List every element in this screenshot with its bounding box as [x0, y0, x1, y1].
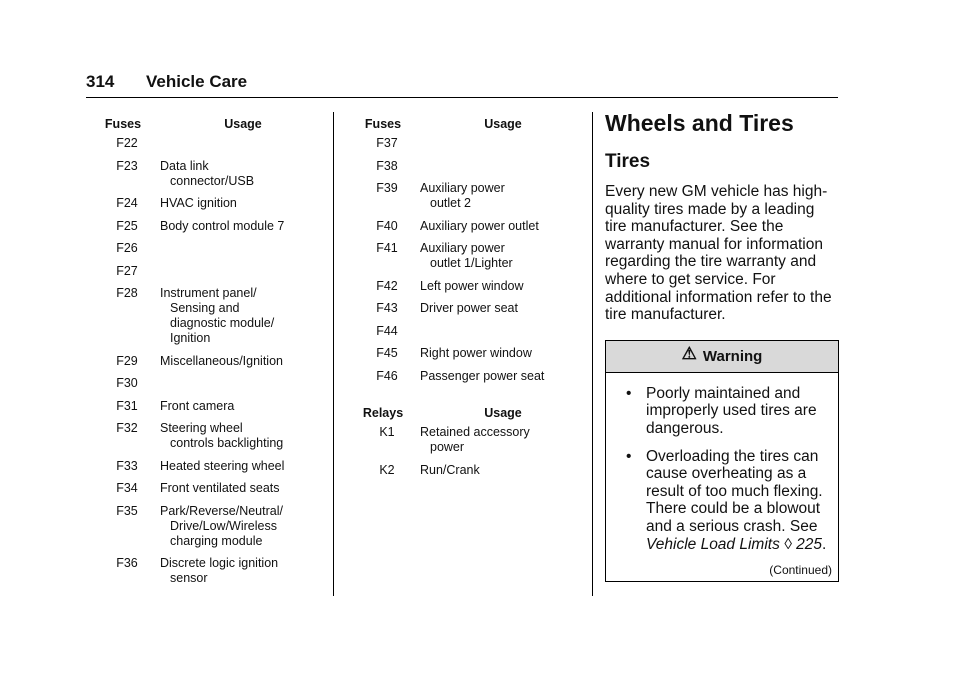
- fuse-code: F45: [376, 346, 398, 360]
- table-row: [346, 159, 586, 174]
- table-row: [346, 181, 586, 211]
- fuse-usage: Sensing and: [170, 301, 240, 315]
- fuse-usage: Instrument panel/: [160, 286, 257, 300]
- intro-paragraph: Every new GM vehicle has high-quality tires made by a leading tire manufacturer. See the warranty manual for information regarding the tire warranty and where to get service. For additional information refer to the tire manufacturer.: [605, 183, 832, 324]
- bullet-icon: •: [626, 384, 632, 402]
- table-row: [346, 136, 586, 151]
- col-fuses: Fuses: [364, 117, 402, 131]
- fuse-code: F33: [116, 458, 138, 473]
- table-row: [346, 219, 586, 234]
- relay-usage: Run/Crank: [420, 462, 480, 477]
- fuse-code: F38: [376, 158, 398, 173]
- table-row: [346, 463, 586, 478]
- fuse-table-2: [346, 112, 586, 485]
- fuse-code: F22: [116, 136, 138, 150]
- table-row: [86, 264, 326, 279]
- fuse-usage: controls backlighting: [170, 436, 284, 450]
- table-row: [86, 556, 326, 586]
- fuse-code: F31: [116, 398, 138, 413]
- fuse-usage: outlet 2: [430, 196, 472, 210]
- column-divider: [333, 112, 334, 596]
- fuse-usage: charging module: [170, 533, 263, 548]
- fuse-code: F32: [116, 421, 138, 435]
- table-row: [86, 481, 326, 496]
- section-title: Wheels and Tires: [605, 110, 794, 136]
- warning-icon: ⚠: [681, 344, 697, 364]
- table-row: [86, 136, 326, 151]
- table-header: [346, 117, 586, 132]
- fuse-code: F26: [116, 241, 138, 255]
- warning-item-text: Poorly maintained and improperly used tires are dangerous.: [646, 384, 817, 437]
- relay-usage: Retained accessory: [420, 425, 530, 439]
- fuse-usage: sensor: [170, 571, 208, 585]
- table-row: [86, 399, 326, 414]
- col-usage: Usage: [484, 117, 522, 131]
- fuse-code: F25: [116, 218, 138, 233]
- fuse-usage: Steering wheel: [160, 421, 243, 435]
- col-usage: Usage: [484, 406, 522, 420]
- table-row: [346, 346, 586, 361]
- relay-code: K1: [379, 425, 395, 439]
- warning-header: [606, 341, 838, 373]
- col-usage: Usage: [224, 117, 262, 131]
- table-row: [346, 279, 586, 294]
- relay-code: K2: [379, 462, 395, 477]
- fuse-table-1: [86, 112, 326, 594]
- page-ref-icon: ◊: [784, 535, 792, 553]
- fuse-code: F29: [116, 353, 138, 368]
- fuse-usage: Miscellaneous/Ignition: [160, 353, 283, 368]
- page-header: [86, 72, 247, 92]
- fuse-code: F39: [376, 181, 398, 195]
- fuse-usage: Auxiliary power: [420, 241, 505, 255]
- fuse-code: F34: [116, 481, 138, 495]
- fuse-code: F37: [376, 136, 398, 150]
- section-heading: Vehicle Care: [146, 72, 248, 91]
- table-header: [86, 117, 326, 132]
- fuse-usage: outlet 1/Lighter: [430, 256, 513, 270]
- header-divider: [86, 97, 838, 98]
- bullet-icon: •: [626, 447, 632, 465]
- table-row: [86, 504, 326, 549]
- wheels-tires-section: [605, 110, 838, 582]
- fuse-code: F28: [116, 286, 138, 300]
- subsection-title: Tires: [605, 151, 651, 172]
- vehicle-load-limits-link[interactable]: Vehicle Load Limits: [646, 535, 780, 553]
- fuse-usage: Right power window: [420, 346, 532, 360]
- col-fuses: Fuses: [104, 117, 142, 131]
- fuse-usage: Passenger power seat: [420, 368, 545, 383]
- fuse-code: F43: [376, 301, 398, 315]
- fuse-code: F40: [376, 218, 398, 233]
- fuse-code: F42: [376, 278, 398, 293]
- table-row: [86, 459, 326, 474]
- fuse-usage: connector/USB: [170, 173, 255, 188]
- fuse-usage: Auxiliary power: [420, 181, 505, 195]
- table-row: [86, 196, 326, 211]
- fuse-code: F24: [116, 196, 138, 210]
- table-row: [346, 425, 586, 455]
- warning-body: [606, 373, 838, 567]
- fuse-usage: HVAC ignition: [160, 196, 237, 210]
- fuse-code: F46: [376, 368, 398, 383]
- fuse-usage: Ignition: [170, 331, 211, 345]
- fuse-usage: Discrete logic ignition: [160, 556, 279, 570]
- warning-box: [605, 340, 839, 582]
- fuse-usage: Data link: [160, 158, 209, 173]
- table-row: [346, 301, 586, 316]
- table-row: [86, 376, 326, 391]
- fuse-code: F41: [376, 241, 398, 255]
- fuse-usage: Front camera: [160, 398, 235, 413]
- warning-item-text: Overloading the tires can cause overheating as a result of too much flexing. There could be a blowout and a serious crash. See: [646, 447, 823, 535]
- fuse-usage: Auxiliary power outlet: [420, 218, 539, 233]
- fuse-usage: Left power window: [420, 278, 524, 293]
- fuse-usage: Driver power seat: [420, 301, 518, 315]
- warning-title: Warning: [702, 347, 763, 365]
- relays-header: [346, 406, 586, 421]
- fuse-code: F30: [116, 376, 138, 390]
- column-divider: [592, 112, 593, 596]
- table-row: [86, 159, 326, 189]
- fuse-code: F23: [116, 158, 138, 173]
- table-row: [86, 219, 326, 234]
- table-row: [86, 241, 326, 256]
- col-relays: Relays: [362, 406, 404, 420]
- table-row: [346, 324, 586, 339]
- fuse-code: F44: [376, 323, 398, 338]
- table-row: [86, 354, 326, 369]
- table-row: [86, 286, 326, 346]
- page-ref-number[interactable]: 225: [796, 535, 823, 553]
- table-row: [346, 369, 586, 384]
- fuse-usage: Drive/Low/Wireless: [170, 518, 277, 533]
- table-row: [346, 241, 586, 271]
- list-item: [616, 385, 828, 438]
- fuse-usage: Heated steering wheel: [160, 458, 285, 473]
- list-item: [616, 448, 828, 554]
- fuse-code: F36: [116, 556, 138, 570]
- fuse-usage: Park/Reverse/Neutral/: [160, 503, 283, 518]
- page-number: 314: [86, 72, 115, 91]
- fuse-usage: diagnostic module/: [170, 316, 275, 330]
- continued-label: (Continued): [769, 563, 832, 578]
- fuse-code: F35: [116, 503, 138, 518]
- relay-usage: power: [430, 440, 465, 454]
- fuse-code: F27: [116, 263, 138, 278]
- fuse-usage: Body control module 7: [160, 218, 285, 233]
- table-row: [86, 421, 326, 451]
- sentence-end: .: [822, 535, 827, 553]
- fuse-usage: Front ventilated seats: [160, 481, 280, 495]
